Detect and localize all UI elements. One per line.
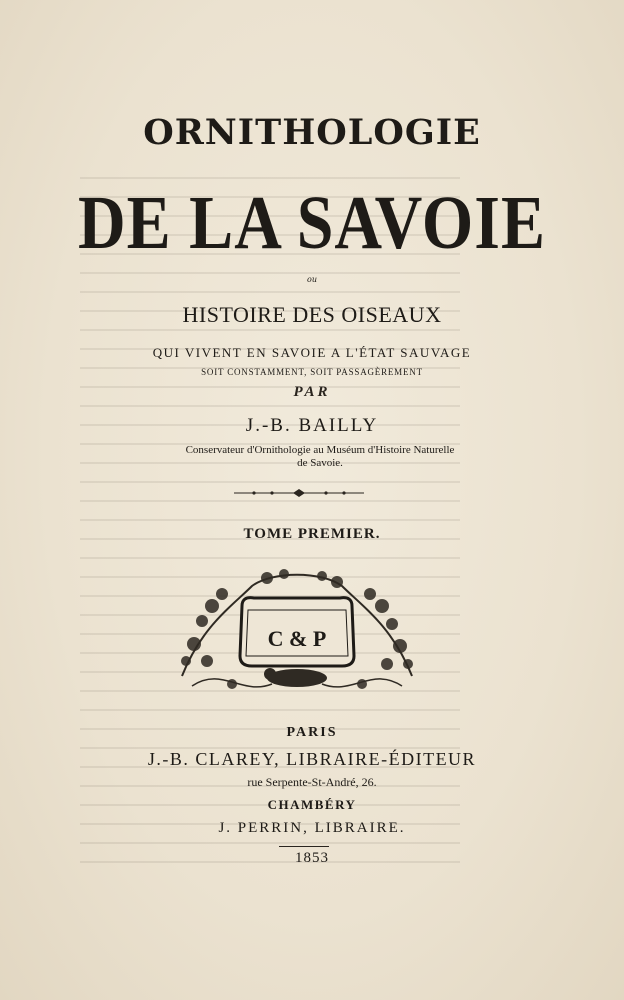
subtitle-line-1: HISTOIRE DES OISEAUX bbox=[182, 302, 442, 327]
subtitle-line-3: SOIT CONSTAMMENT, SOIT PASSAGÈREMENT bbox=[201, 367, 423, 377]
author-role-line-2: de Savoie. bbox=[297, 457, 343, 469]
author-role bbox=[80, 444, 560, 470]
publisher-emblem-vignette bbox=[172, 566, 422, 704]
title-line-2: DE LA SAVOIE bbox=[78, 181, 546, 266]
publication-year: 1853 bbox=[295, 850, 329, 866]
title-line-1: ORNITHOLOGIE bbox=[143, 112, 481, 153]
author-role-line-1: Conservateur d'Ornithologie au Muséum d'Histoire Naturelle bbox=[185, 444, 455, 456]
author-name: J.-B. BAILLY bbox=[245, 415, 379, 436]
imprint-city-1: PARIS bbox=[286, 725, 338, 740]
imprint-city-2: CHAMBÉRY bbox=[267, 797, 357, 812]
volume-label: TOME PREMIER. bbox=[243, 526, 381, 542]
subtitle-line-2: QUI VIVENT EN SAVOIE A L'ÉTAT SAUVAGE bbox=[152, 345, 472, 360]
imprint-publisher-2: J. PERRIN, LIBRAIRE. bbox=[218, 820, 406, 836]
emblem-monogram: C & P bbox=[267, 626, 327, 651]
imprint-rule bbox=[279, 846, 329, 847]
byline-par: PAR bbox=[293, 384, 331, 400]
imprint-address-1: rue Serpente-St-André, 26. bbox=[247, 775, 377, 789]
title-connector: ou bbox=[307, 275, 317, 284]
ornamental-divider bbox=[234, 488, 364, 498]
bleed-through-texture bbox=[80, 160, 460, 880]
imprint-publisher-1: J.-B. CLAREY, LIBRAIRE-ÉDITEUR bbox=[147, 749, 477, 769]
